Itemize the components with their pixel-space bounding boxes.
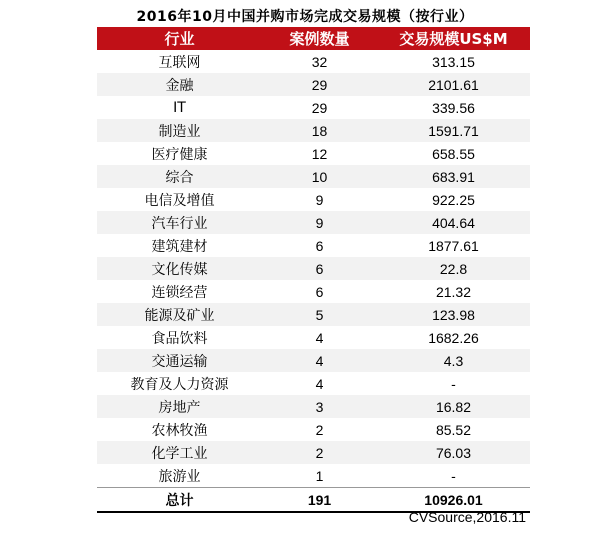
row-case-count: 32 [311,53,328,70]
page-title: 2016年10月中国并购市场完成交易规模（按行业） [136,9,474,25]
row-deal-size: 16.82 [435,398,472,415]
row-case-count: 9 [315,191,324,208]
table-row [97,50,530,73]
row-industry: 金融 [165,77,194,94]
row-case-count: 5 [315,306,324,323]
row-industry: 房地产 [158,399,201,416]
row-case-count: 6 [315,237,324,254]
table-row [97,234,530,257]
row-deal-size: 922.25 [432,191,475,208]
row-industry: 教育及人力资源 [130,376,229,393]
row-industry: 连锁经营 [151,284,208,301]
row-deal-size: 404.64 [432,214,475,231]
row-deal-size: 21.32 [435,283,472,300]
header-case-count: 案例数量 [289,30,350,48]
row-case-count: 1 [315,467,324,484]
table-row [97,119,530,142]
row-deal-size: 658.55 [432,145,475,162]
row-case-count: 4 [315,352,324,369]
row-industry: 汽车行业 [151,215,208,232]
table-row [97,418,530,441]
table-row [97,211,530,234]
row-case-count: 3 [315,398,324,415]
row-case-count: 4 [315,375,324,392]
row-deal-size: 2101.61 [428,76,479,93]
row-deal-size: 1591.71 [428,122,479,139]
row-case-count: 10 [311,168,328,185]
table-row [97,372,530,395]
table-row [97,326,530,349]
row-case-count: 6 [315,283,324,300]
row-case-count: 12 [311,145,328,162]
header-industry: 行业 [164,30,195,48]
total-deal-size: 10926.01 [424,491,483,508]
row-industry: 食品饮料 [151,330,208,347]
row-deal-size: 76.03 [435,444,472,461]
row-deal-size: 1877.61 [428,237,479,254]
table-row [97,464,530,487]
table-row [97,395,530,418]
row-case-count: 18 [311,122,328,139]
row-case-count: 9 [315,214,324,231]
row-industry: 互联网 [158,54,201,71]
row-deal-size: 1682.26 [428,329,479,346]
row-industry: IT [173,99,186,116]
header-deal-size: 交易规模US$M [399,30,508,48]
row-deal-size: 339.56 [432,99,475,116]
row-case-count: 29 [311,76,328,93]
source-note: CVSource,2016.11 [408,509,526,525]
row-industry: 能源及矿业 [144,307,215,324]
table-row [97,165,530,188]
row-deal-size: 4.3 [443,352,464,369]
table-row [97,73,530,96]
row-deal-size: - [451,375,456,392]
row-industry: 交通运输 [151,353,208,370]
table-header [97,27,530,50]
row-deal-size: 22.8 [439,260,468,277]
row-case-count: 2 [315,444,324,461]
table-row [97,441,530,464]
row-case-count: 2 [315,421,324,438]
row-industry: 化学工业 [151,445,208,462]
row-industry: 医疗健康 [151,146,208,163]
table-row [97,349,530,372]
table-row [97,188,530,211]
row-deal-size: 683.91 [432,168,475,185]
table-row [97,142,530,165]
row-case-count: 4 [315,329,324,346]
row-deal-size: 85.52 [435,421,472,438]
row-deal-size: 313.15 [432,53,475,70]
row-industry: 农林牧渔 [151,422,208,439]
industry-table [97,27,530,513]
table-row [97,257,530,280]
row-industry: 电信及增值 [144,192,215,209]
table-row [97,280,530,303]
row-industry: 建筑建材 [151,238,208,255]
total-label: 总计 [165,492,194,509]
table-body [97,50,530,487]
row-industry: 旅游业 [158,468,201,485]
row-industry: 制造业 [158,123,201,140]
table-row [97,303,530,326]
row-industry: 文化传媒 [151,261,208,278]
table-row [97,96,530,119]
total-case-count: 191 [307,491,332,508]
row-case-count: 6 [315,260,324,277]
row-deal-size: - [451,467,456,484]
row-industry: 综合 [165,169,194,186]
row-deal-size: 123.98 [432,306,475,323]
row-case-count: 29 [311,99,328,116]
